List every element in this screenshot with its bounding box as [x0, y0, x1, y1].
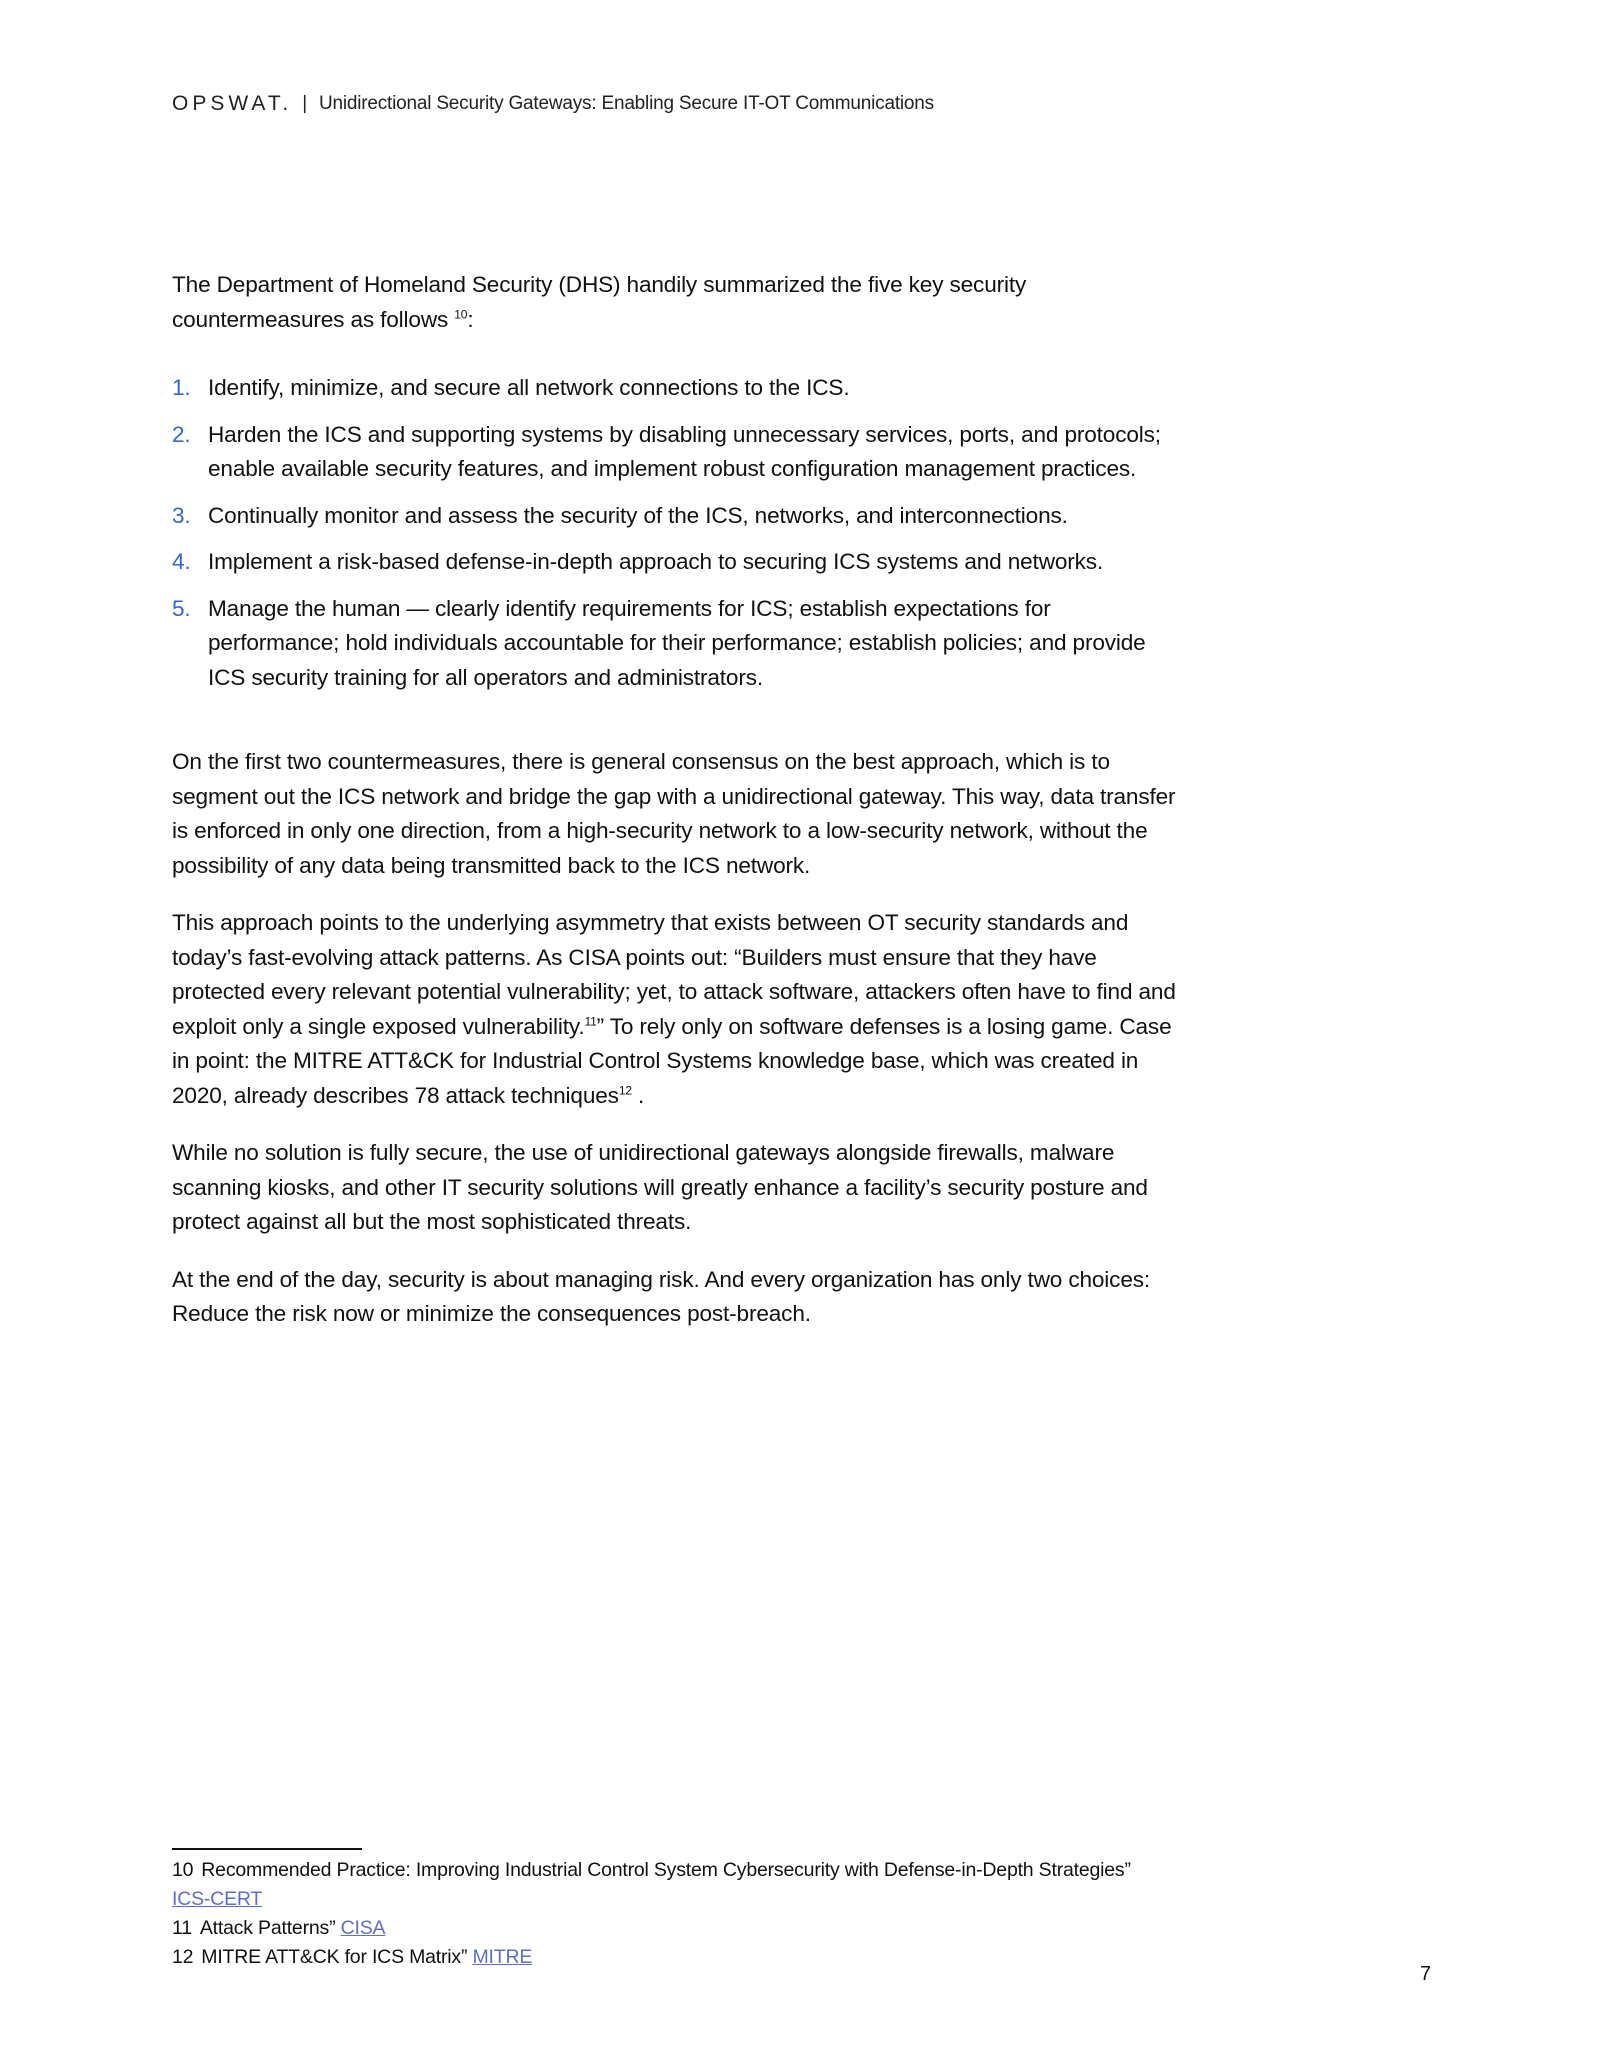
paragraph-asymmetry [172, 906, 1182, 1113]
footnote-text: Attack Patterns” [199, 1917, 336, 1939]
list-text: Identify, minimize, and secure all network connections to the ICS. [208, 375, 850, 400]
list-text: Manage the human — clearly identify requirements for ICS; establish expectations for performance; hold individuals accountable for their performance; establish policies; and provide ICS security training for all operators and administrators. [208, 595, 1146, 690]
countermeasures-list [172, 371, 1182, 695]
list-number: 5. [172, 595, 191, 621]
paragraph-text: . [631, 1082, 645, 1108]
header-separator: | [302, 93, 307, 114]
footnote-12 [172, 1943, 1272, 1972]
footnote-text: Recommended Practice: Improving Industrial Control System Cybersecurity with Defense-in-Depth Strategies” [201, 1859, 1131, 1881]
intro-tail: : [467, 306, 474, 332]
list-number: 4. [172, 549, 191, 574]
list-number: 1. [172, 375, 191, 400]
list-text: Harden the ICS and supporting systems by disabling unnecessary services, ports, and protocols; enable available security features, and implement robust configuration management practices. [208, 421, 1161, 481]
intro-paragraph [172, 268, 1182, 337]
footnotes [172, 1856, 1272, 1972]
list-text: Continually monitor and assess the security of the ICS, networks, and interconnections. [208, 502, 1068, 528]
page-number: 7 [1420, 1963, 1432, 1985]
paragraph-text: This approach points to the underlying asymmetry that exists between OT security standards and today’s fast-evolving attack patterns. As CISA points out: “Builders must ensure that they have protected every relevant potential vulnerability; yet, to attack software, attackers often have to find and exploit only a single exposed vulnerability. [172, 910, 1176, 1039]
list-item [172, 418, 1182, 487]
paragraph-text: ” To rely only on software defenses is a losing game. Case in point: the MITRE ATT&CK for Industrial Control Systems knowledge base, which was created in 2020, already describes 78 attack techniques [172, 1013, 1172, 1108]
footnote-divider [172, 1848, 362, 1850]
footnote-number: 11 [172, 1917, 192, 1939]
footnote-number: 12 [172, 1946, 194, 1968]
footnote-text: MITRE ATT&CK for ICS Matrix” [201, 1946, 468, 1968]
page-header [172, 92, 934, 116]
list-number: 3. [172, 502, 191, 528]
document-title: Unidirectional Security Gateways: Enabling Secure IT-OT Communications [318, 93, 934, 114]
list-item [172, 499, 1182, 534]
footnote-ref-11: 11 [584, 1013, 597, 1028]
list-item [172, 545, 1182, 580]
footnote-11 [172, 1914, 1272, 1943]
ics-cert-link[interactable]: ICS-CERT [172, 1888, 263, 1910]
cisa-link[interactable]: CISA [340, 1917, 386, 1939]
footnote-ref-10: 10 [454, 306, 468, 321]
footnote-number: 10 [172, 1859, 194, 1881]
opswat-logo: OPSWAT. [172, 92, 293, 115]
footnote-ref-12: 12 [618, 1082, 632, 1097]
list-item [172, 592, 1182, 696]
list-number: 2. [172, 421, 191, 447]
mitre-link[interactable]: MITRE [472, 1946, 533, 1968]
list-text: Implement a risk-based defense-in-depth approach to securing ICS systems and networks. [208, 549, 1104, 574]
intro-text: The Department of Homeland Security (DHS) handily summarized the five key security countermeasures as follows [172, 272, 1027, 332]
paragraph-risk: At the end of the day, security is about managing risk. And every organization has only two choices: Reduce the risk now or minimize the consequences post-breach. [172, 1266, 1151, 1326]
main-content [172, 268, 1182, 1355]
paragraph-solution: While no solution is fully secure, the use of unidirectional gateways alongside firewalls, malware scanning kiosks, and other IT security solutions will greatly enhance a facility’s security posture and protect against all but the most sophisticated threats. [172, 1140, 1148, 1234]
footnote-10 [172, 1856, 1272, 1914]
paragraph-segmentation: On the first two countermeasures, there is general consensus on the best approach, which is to segment out the ICS network and bridge the gap with a unidirectional gateway. This way, data transfer is enforced in only one direction, from a high-security network to a low-security network, without the possibility of any data being transmitted back to the ICS network. [172, 749, 1176, 878]
list-item [172, 371, 1182, 406]
